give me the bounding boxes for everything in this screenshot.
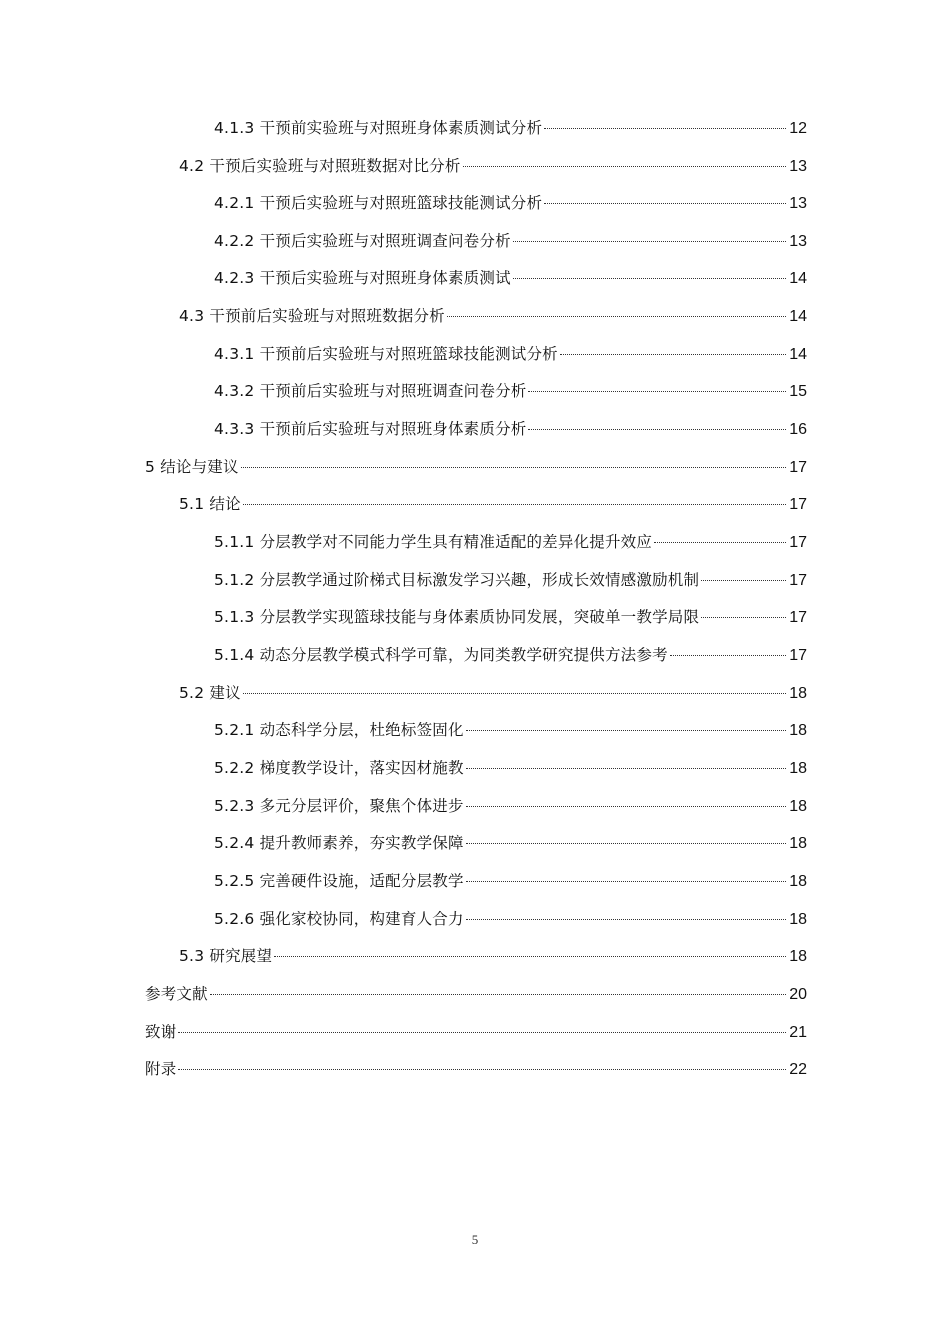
toc-entry[interactable] bbox=[145, 453, 807, 481]
toc-dot-leader bbox=[466, 843, 787, 844]
toc-entry-page: 14 bbox=[789, 346, 807, 363]
toc-entry[interactable] bbox=[145, 1055, 807, 1083]
toc-entry-label: 4.2.1 干预后实验班与对照班篮球技能测试分析 bbox=[214, 194, 543, 212]
toc-dot-leader bbox=[178, 1069, 786, 1070]
toc-entry-page: 14 bbox=[789, 308, 807, 325]
toc-entry[interactable] bbox=[214, 829, 807, 857]
toc-entry[interactable] bbox=[214, 340, 807, 368]
toc-entry-page: 18 bbox=[789, 722, 807, 739]
toc-entry-label: 4.3 干预前后实验班与对照班数据分析 bbox=[179, 307, 445, 325]
toc-entry-page: 18 bbox=[789, 948, 807, 965]
toc-entry[interactable] bbox=[145, 1018, 807, 1046]
toc-dot-leader bbox=[544, 203, 786, 204]
toc-dot-leader bbox=[654, 542, 786, 543]
toc-entry-page: 18 bbox=[789, 760, 807, 777]
toc-entry-page: 22 bbox=[789, 1061, 807, 1078]
toc-dot-leader bbox=[447, 316, 786, 317]
toc-entry-label: 4.3.1 干预前后实验班与对照班篮球技能测试分析 bbox=[214, 345, 558, 363]
toc-entry-page: 17 bbox=[789, 647, 807, 664]
toc-entry-label: 4.2.2 干预后实验班与对照班调查问卷分析 bbox=[214, 232, 511, 250]
toc-entry-label: 5 结论与建议 bbox=[145, 458, 239, 476]
toc-entry[interactable] bbox=[214, 867, 807, 895]
toc-entry[interactable] bbox=[214, 716, 807, 744]
toc-entry-label: 5.1.1 分层教学对不同能力学生具有精准适配的差异化提升效应 bbox=[214, 533, 653, 551]
toc-dot-leader bbox=[528, 429, 786, 430]
toc-entry-label: 4.2 干预后实验班与对照班数据对比分析 bbox=[179, 157, 461, 175]
toc-dot-leader bbox=[701, 580, 786, 581]
toc-entry-page: 13 bbox=[789, 158, 807, 175]
toc-entry-label: 5.1.4 动态分层教学模式科学可靠，为同类教学研究提供方法参考 bbox=[214, 646, 668, 664]
toc-entry[interactable] bbox=[214, 566, 807, 594]
toc-entry-label: 5.2.5 完善硬件设施，适配分层教学 bbox=[214, 872, 464, 890]
toc-entry-label: 5.2 建议 bbox=[179, 684, 241, 702]
toc-entry-page: 20 bbox=[789, 986, 807, 1003]
toc-entry[interactable] bbox=[214, 754, 807, 782]
toc-entry-label: 致谢 bbox=[145, 1023, 177, 1041]
toc-entry-page: 14 bbox=[789, 270, 807, 287]
toc-entry-page: 17 bbox=[789, 534, 807, 551]
toc-entry-page: 17 bbox=[789, 496, 807, 513]
toc-entry-label: 5.3 研究展望 bbox=[179, 947, 273, 965]
toc-entry-label: 5.2.1 动态科学分层，杜绝标签固化 bbox=[214, 721, 464, 739]
toc-entry[interactable] bbox=[145, 980, 807, 1008]
toc-dot-leader bbox=[210, 994, 786, 995]
toc-entry[interactable] bbox=[179, 679, 807, 707]
toc-entry[interactable] bbox=[214, 792, 807, 820]
toc-entry[interactable] bbox=[179, 302, 807, 330]
toc-entry[interactable] bbox=[214, 415, 807, 443]
toc-entry-label: 参考文献 bbox=[145, 985, 208, 1003]
toc-entry-page: 18 bbox=[789, 873, 807, 890]
toc-entry-label: 5.1.2 分层教学通过阶梯式目标激发学习兴趣，形成长效情感激励机制 bbox=[214, 571, 700, 589]
toc-entry-label: 4.3.3 干预前后实验班与对照班身体素质分析 bbox=[214, 420, 527, 438]
toc-entry-page: 16 bbox=[789, 421, 807, 438]
toc-dot-leader bbox=[274, 956, 786, 957]
toc-dot-leader bbox=[241, 467, 787, 468]
toc-dot-leader bbox=[243, 693, 786, 694]
toc-entry-label: 4.3.2 干预前后实验班与对照班调查问卷分析 bbox=[214, 382, 527, 400]
toc-dot-leader bbox=[243, 504, 786, 505]
toc-entry[interactable] bbox=[179, 942, 807, 970]
toc-entry-page: 18 bbox=[789, 835, 807, 852]
toc-entry-page: 15 bbox=[789, 383, 807, 400]
toc-entry-page: 21 bbox=[789, 1024, 807, 1041]
toc-entry-label: 附录 bbox=[145, 1060, 177, 1078]
toc-entry-label: 4.2.3 干预后实验班与对照班身体素质测试 bbox=[214, 269, 511, 287]
toc-dot-leader bbox=[178, 1032, 786, 1033]
toc-entry[interactable] bbox=[214, 114, 807, 142]
toc-entry-page: 17 bbox=[789, 459, 807, 476]
toc-entry[interactable] bbox=[214, 603, 807, 631]
toc-entry[interactable] bbox=[214, 227, 807, 255]
toc-dot-leader bbox=[560, 354, 786, 355]
toc-entry[interactable] bbox=[214, 528, 807, 556]
toc-dot-leader bbox=[701, 617, 786, 618]
toc-entry-page: 18 bbox=[789, 911, 807, 928]
page-number: 5 bbox=[471, 1232, 479, 1247]
toc-entry-page: 17 bbox=[789, 572, 807, 589]
toc-dot-leader bbox=[528, 391, 786, 392]
toc-entry[interactable] bbox=[214, 641, 807, 669]
toc-entry[interactable] bbox=[214, 189, 807, 217]
toc-dot-leader bbox=[466, 806, 787, 807]
toc-entry-page: 12 bbox=[789, 120, 807, 137]
toc-entry-label: 5.2.3 多元分层评价，聚焦个体进步 bbox=[214, 797, 464, 815]
toc-dot-leader bbox=[513, 241, 786, 242]
toc-entry-label: 5.2.2 梯度教学设计，落实因材施教 bbox=[214, 759, 464, 777]
toc-dot-leader bbox=[466, 881, 787, 882]
toc-entry-page: 13 bbox=[789, 233, 807, 250]
toc-dot-leader bbox=[466, 730, 787, 731]
toc-entry[interactable] bbox=[214, 264, 807, 292]
toc-dot-leader bbox=[513, 278, 786, 279]
toc-dot-leader bbox=[670, 655, 786, 656]
toc-entry-page: 13 bbox=[789, 195, 807, 212]
toc-entry-label: 5.2.6 强化家校协同，构建育人合力 bbox=[214, 910, 464, 928]
toc-entry[interactable] bbox=[179, 490, 807, 518]
toc-dot-leader bbox=[466, 768, 787, 769]
toc-dot-leader bbox=[544, 128, 786, 129]
toc-entry-label: 5.1.3 分层教学实现篮球技能与身体素质协同发展，突破单一教学局限 bbox=[214, 608, 700, 626]
toc-entry-label: 4.1.3 干预前实验班与对照班身体素质测试分析 bbox=[214, 119, 543, 137]
toc-entry[interactable] bbox=[214, 905, 807, 933]
toc-dot-leader bbox=[463, 166, 787, 167]
toc-entry-label: 5.2.4 提升教师素养，夯实教学保障 bbox=[214, 834, 464, 852]
toc-entry[interactable] bbox=[214, 377, 807, 405]
toc-entry-label: 5.1 结论 bbox=[179, 495, 241, 513]
toc-entry-page: 17 bbox=[789, 609, 807, 626]
toc-entry[interactable] bbox=[179, 152, 807, 180]
toc-dot-leader bbox=[466, 919, 787, 920]
toc-entry-page: 18 bbox=[789, 685, 807, 702]
toc-entry-page: 18 bbox=[789, 798, 807, 815]
